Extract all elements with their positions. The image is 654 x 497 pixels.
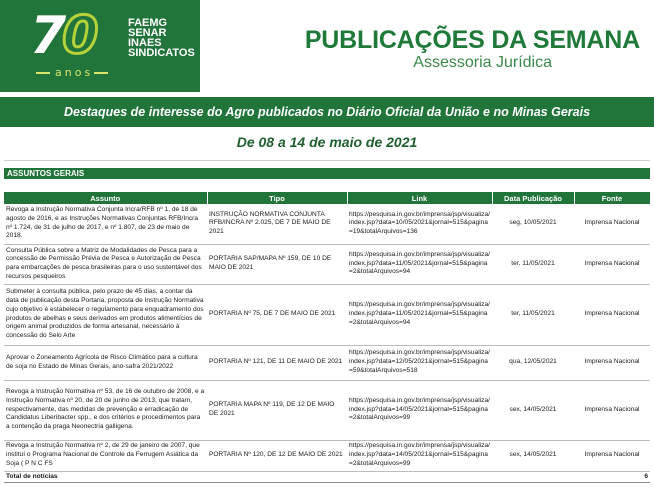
logo-underline-left (36, 72, 50, 74)
logo-underline-right (94, 72, 108, 74)
cell-assunto: Consulta Pública sobre a Matriz de Modalidades de Pesca para a concessão de Permissão Prévia de Pesca e Autorização de Pesca para embarcações de pesca brasileiras para o uso sustentável dos recursos pesqueiros (4, 244, 207, 284)
cell-link[interactable]: https://pesquisa.in.gov.br/imprensa/jsp/visualiza/index.jsp?data=11/05/2021&jornal=515&pagina=2&totalArquivos=94 (347, 244, 492, 284)
cell-data: seg, 10/05/2021 (492, 204, 574, 244)
cell-assunto: Aprovar o Zoneamento Agrícola de Risco Climático para a cultura de soja no Estado de Minas Gerais, ano-safra 2021/2022 (4, 345, 207, 380)
logo-org-line: INAES (128, 37, 162, 49)
cell-assunto: Submeter à consulta pública, pelo prazo de 45 dias, a contar da data de publicação desta Portaria, proposta de Instrução Normativa cujo objetivo é estabelecer o regulamento para enquadramento dos produtos de abelhas e seus derivados em produtos alimentícios de origem animal produzidos de forma artesanal, necessário à concessão do Selo Arte (4, 284, 207, 345)
cell-assunto: Revoga a Instrução Normativa nº 53, de 16 de outubro de 2008, e a Instrução Normativa nº 20, de 20 de junho de 2013, que tratam, respectivamente, das medidas de prevenção e erradicação de Candidatus Liberibacter spp., e dos critérios e procedimentos para a contenção da praga Neonectria galligena. (4, 380, 207, 440)
cell-tipo: PORTARIA Nº 75, DE 7 DE MAIO DE 2021 (207, 284, 347, 345)
cell-data: qua, 12/05/2021 (492, 345, 574, 380)
cell-data: ter, 11/05/2021 (492, 284, 574, 345)
logo-digit-seven: 7 (30, 6, 63, 66)
cell-link[interactable]: https://pesquisa.in.gov.br/imprensa/jsp/visualiza/index.jsp?data=10/05/2021&jornal=515&pagina=19&totalArquivos=136 (347, 204, 492, 244)
cell-tipo: PORTARIA MAPA Nº 119, DE 12 DE MAIO DE 2021 (207, 380, 347, 440)
logo-70-number (30, 8, 94, 64)
cell-assunto: Revoga a Instrução Normativa Conjunta Incra/RFB nº 1, de 18 de agosto de 2016, e as Instruções Normativas Conjuntas RFB/Incra nº 1.724, de 31 de julho de 2017, e nº 1.807, de 23 de maio de 2018. (4, 204, 207, 244)
cell-fonte: Imprensa Nacional (574, 345, 650, 380)
cell-fonte: Imprensa Nacional (574, 380, 650, 440)
logo-digit-zero: 0 (62, 6, 95, 66)
cell-tipo: INSTRUÇÃO NORMATIVA CONJUNTA RFB/INCRA Nº 2.025, DE 7 DE MAIO DE 2021 (207, 204, 347, 244)
table-row (4, 204, 650, 244)
cell-assunto: Revoga a Instrução Normativa nº 2, de 29 de janeiro de 2007, que instituí o Programa Nacional de Controle da Ferrugem Asiática da Soja ( P N C FS (4, 440, 207, 471)
section-title: ASSUNTOS GERAIS (4, 168, 650, 179)
cell-link[interactable]: https://pesquisa.in.gov.br/imprensa/jsp/visualiza/index.jsp?data=14/05/2021&jornal=515&pagina=2&totalArquivos=99 (347, 380, 492, 440)
logo-org-names (128, 18, 195, 58)
logo-org-line: SINDICATOS (128, 47, 195, 59)
column-header-fonte: Fonte (574, 192, 650, 204)
cell-fonte: Imprensa Nacional (574, 244, 650, 284)
table-row (4, 380, 650, 440)
table-row (4, 345, 650, 380)
cell-link[interactable]: https://pesquisa.in.gov.br/imprensa/jsp/visualiza/index.jsp?data=14/05/2021&jornal=515&pagina=2&totalArquivos=99 (347, 440, 492, 471)
total-label: Total de notícias (4, 471, 574, 483)
table-row (4, 440, 650, 471)
logo-org-line: FAEMG (128, 17, 168, 29)
cell-link[interactable]: https://pesquisa.in.gov.br/imprensa/jsp/visualiza/index.jsp?data=12/05/2021&jornal=515&pagina=59&totalArquivos=518 (347, 345, 492, 380)
column-header-data: Data Publicação (492, 192, 574, 204)
date-range: De 08 a 14 de maio de 2021 (236, 134, 418, 150)
publications-table (4, 192, 651, 483)
table-row (4, 284, 650, 345)
separator-line (4, 160, 650, 161)
logo-org-line: SENAR (128, 27, 167, 39)
cell-data: sex, 14/05/2021 (492, 380, 574, 440)
page-subtitle: Assessoria Jurídica (413, 54, 552, 71)
cell-link[interactable]: https://pesquisa.in.gov.br/imprensa/jsp/visualiza/index.jsp?data=11/05/2021&jornal=515&pagina=2&totalArquivos=94 (347, 284, 492, 345)
total-row (4, 471, 650, 483)
page-title: PUBLICAÇÕES DA SEMANA (304, 26, 640, 54)
page-header (0, 0, 654, 97)
table-header-row (4, 192, 650, 204)
logo-anos-text: anos (55, 66, 94, 79)
faemg-70-anos-logo (0, 0, 200, 92)
table-row (4, 244, 650, 284)
cell-tipo: PORTARIA Nº 120, DE 12 DE MAIO DE 2021 (207, 440, 347, 471)
total-count: 6 (574, 471, 650, 483)
highlights-banner: Destaques de interesse do Agro publicados no Diário Oficial da União e no Minas Gerais (0, 97, 654, 127)
cell-fonte: Imprensa Nacional (574, 440, 650, 471)
cell-data: ter, 11/05/2021 (492, 244, 574, 284)
column-header-link: Link (347, 192, 492, 204)
cell-fonte: Imprensa Nacional (574, 204, 650, 244)
column-header-assunto: Assunto (4, 192, 207, 204)
column-header-tipo: Tipo (207, 192, 347, 204)
cell-fonte: Imprensa Nacional (574, 284, 650, 345)
cell-tipo: PORTARIA Nº 121, DE 11 DE MAIO DE 2021 (207, 345, 347, 380)
cell-tipo: PORTARIA SAP/MAPA Nº 159, DE 10 DE MAIO DE 2021 (207, 244, 347, 284)
cell-data: sex, 14/05/2021 (492, 440, 574, 471)
